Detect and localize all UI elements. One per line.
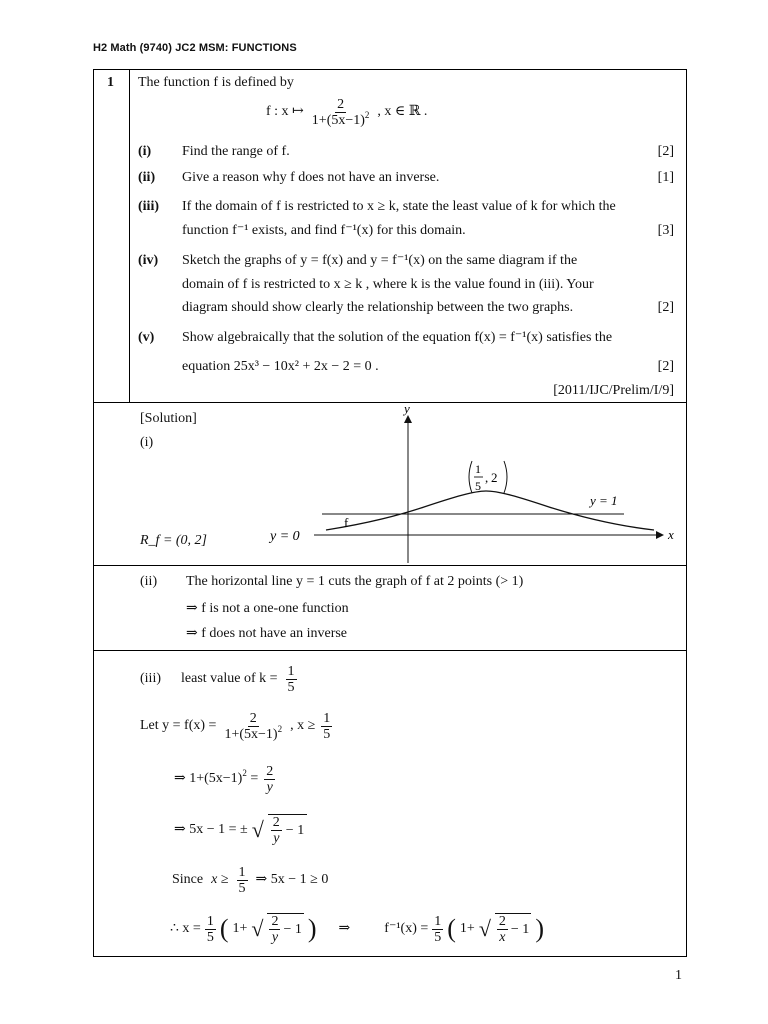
asymptote-label: y = 0 <box>270 529 300 544</box>
least-k-line: (iii) least value of k = $\frac{1}{5}$ <box>140 663 295 695</box>
function-graph <box>94 403 688 573</box>
max-point-label <box>469 461 507 493</box>
solution-title: [Solution] <box>140 411 197 426</box>
result-line: ∴ x = $\frac{1}{5}$ ( 1+ √ $\frac{2}{y}$ − 1 ) ⇒ f⁻¹(x) = $\frac{1}{5}$ ( 1+ √ $\frac{2}{x}$ − 1 ) <box>170 913 544 945</box>
question-number: 1 <box>107 75 114 90</box>
let-line: Let y = f(x) = $\frac{2}{1+(5x-1)^2}$ , x ≥ $\frac{1}{5}$ <box>140 710 331 742</box>
svg-text:,: , <box>485 470 489 485</box>
part-label: (ii) <box>138 170 156 185</box>
page-number: 1 <box>675 968 682 983</box>
part-marks: [3] <box>657 223 674 238</box>
definition-fraction: $\frac{2}{1+(5x-1)^2}$ <box>311 96 370 128</box>
part-text: If the domain of f is restricted to x ≥ k, state the least value of k for which the <box>182 199 616 214</box>
solution-part-label: (i) <box>140 435 154 450</box>
number-column-divider <box>129 70 130 403</box>
row-divider <box>94 650 686 651</box>
svg-text:1: 1 <box>475 462 481 476</box>
part-text: Show algebraically that the solution of the equation f(x) = f⁻¹(x) satisfies the <box>182 330 613 345</box>
step-2: ⇒ 5x − 1 = ± √ $\frac{2}{y}$ − 1 <box>174 810 307 850</box>
part-text: Sketch the graphs of y = f(x) and y = f⁻¹(x) on the same diagram if the <box>182 253 578 268</box>
y-axis-label: y <box>404 401 410 416</box>
function-definition: f : x ↦ $\frac{2}{1+(5x-1)^2}$ , x ∈ ℝ . <box>266 96 428 128</box>
part-marks: [2] <box>657 144 674 159</box>
solution-part-label: (ii) <box>140 574 158 589</box>
part-text: Find the range of f. <box>182 144 290 159</box>
part-label: (iv) <box>138 253 159 268</box>
range-answer: R_f = (0, 2] <box>140 533 207 548</box>
part-label: (v) <box>138 330 155 345</box>
question-table <box>93 69 687 957</box>
question-intro: The function f is defined by <box>138 75 294 90</box>
part-text: diagram should show clearly the relationship between the two graphs. <box>182 300 574 315</box>
line-label: y = 1 <box>590 493 618 508</box>
part-label: (i) <box>138 144 152 159</box>
solution-line: ⇒ f does not have an inverse <box>186 626 348 641</box>
part-text: function f⁻¹ exists, and find f⁻¹(x) for this domain. <box>182 223 466 238</box>
part-marks: [2] <box>657 359 674 374</box>
step-1: ⇒ $1+(5x-1)^2$ = $\frac{2}{y}$ <box>174 763 274 795</box>
part-marks: [2] <box>657 300 674 315</box>
page-header: H2 Math (9740) JC2 MSM: FUNCTIONS <box>93 42 297 54</box>
part-text: Give a reason why f does not have an inverse. <box>182 170 440 185</box>
svg-text:5: 5 <box>475 479 481 493</box>
solution-line: ⇒ f is not a one-one function <box>186 601 349 616</box>
part-label: (iii) <box>138 199 159 214</box>
since-line: Since x ≥ $\frac{1}{5}$ ⇒ 5x − 1 ≥ 0 <box>172 864 329 896</box>
part-text: equation 25x³ − 10x² + 2x − 2 = 0 . <box>182 359 379 374</box>
solution-line: The horizontal line y = 1 cuts the graph of f at 2 points (> 1) <box>186 574 524 589</box>
x-axis-label: x <box>668 527 674 542</box>
svg-text:2: 2 <box>491 470 498 485</box>
part-text: domain of f is restricted to x ≥ k , where k is the value found in (iii). Your <box>182 277 594 292</box>
question-source: [2011/IJC/Prelim/I/9] <box>553 383 674 398</box>
curve-label: f <box>344 515 349 530</box>
part-marks: [1] <box>657 170 674 185</box>
